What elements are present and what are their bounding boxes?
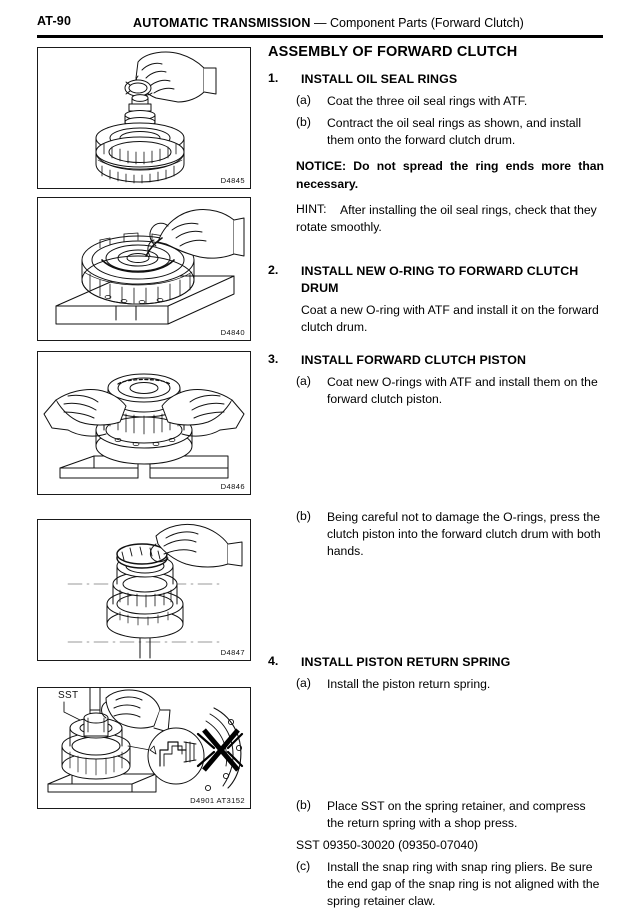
step-2-heading: INSTALL NEW O-RING TO FORWARD CLUTCH DRUM — [301, 263, 579, 295]
figure-piston-press-both-hands — [37, 351, 251, 495]
step-1-sub-b — [268, 115, 604, 149]
step-4-sub-a — [268, 676, 604, 693]
step-1-sub-a-text: Coat the three oil seal rings with ATF. — [327, 94, 528, 109]
step-4-sub-b — [268, 798, 604, 832]
header-center — [133, 14, 524, 32]
step-3-sub-a-label: (a) — [296, 374, 311, 389]
step-4-sub-c-text: Install the snap ring with snap ring pliers. Be sure the end gap of the snap ring is not aligned with the spring retainer claw. — [327, 859, 600, 909]
step-3-heading: INSTALL FORWARD CLUTCH PISTON — [301, 353, 527, 368]
step-4-number: 4. — [268, 653, 279, 668]
step-1-hint — [268, 202, 604, 237]
figure-code: D4840 — [220, 328, 245, 337]
step-1-sub-a — [268, 93, 604, 110]
step-3-sub-b-text: Being careful not to damage the O-rings, press the clutch piston into the forward clutch drum with both hands. — [327, 510, 601, 559]
step-4-sub-b-label: (b) — [296, 797, 311, 812]
step-1-notice: NOTICE: Do not spread the ring ends more than necessary. — [296, 159, 604, 191]
step-3 — [268, 352, 604, 369]
figure-piston-return-spring — [37, 519, 251, 661]
step-4 — [268, 654, 604, 671]
figure-oil-seal-ring-install — [37, 47, 251, 189]
step-3-sub-a-text: Coat new O-rings with ATF and install them on the forward clutch piston. — [327, 375, 598, 407]
step-2 — [268, 263, 604, 297]
step-3-number: 3. — [268, 352, 279, 367]
step-1-hint-label: HINT: — [296, 202, 327, 216]
step-4-sub-b-text: Place SST on the spring retainer, and compress the return spring with a shop press. — [327, 798, 586, 830]
header-subtitle: Component Parts (Forward Clutch) — [330, 16, 524, 30]
figure-code: D4846 — [220, 482, 245, 491]
page-number: AT-90 — [37, 14, 72, 28]
step-1-hint-text: After installing the oil seal rings, check that they rotate smoothly. — [296, 203, 597, 235]
step-4-heading: INSTALL PISTON RETURN SPRING — [301, 654, 511, 669]
step-4-sub-a-text: Install the piston return spring. — [327, 676, 491, 691]
step-3-sub-b — [268, 509, 604, 560]
page-title: ASSEMBLY OF FORWARD CLUTCH — [268, 44, 518, 60]
page-header — [37, 14, 603, 34]
step-3-sub-b-label: (b) — [296, 509, 311, 524]
step-2-body: Coat a new O-ring with ATF and install it on the forward clutch drum. — [301, 302, 599, 334]
step-2-number: 2. — [268, 262, 279, 277]
step-4-sub-c — [268, 859, 604, 910]
header-rule — [37, 35, 603, 38]
step-1-sub-a-label: (a) — [296, 93, 311, 108]
step-1-sub-b-text: Contract the oil seal rings as shown, and install them onto the forward clutch drum. — [327, 116, 582, 148]
header-dash: — — [310, 16, 330, 30]
figure-code: D4845 — [220, 176, 245, 185]
step-1 — [268, 71, 604, 88]
figure-code: D4847 — [220, 648, 245, 657]
step-4-sub-c-label: (c) — [296, 858, 311, 873]
sst-part-number: SST 09350-30020 (09350-07040) — [296, 837, 479, 852]
figure-sst-press-snap-ring — [37, 687, 251, 809]
step-1-number: 1. — [268, 71, 279, 85]
figure-o-ring-install-drum — [37, 197, 251, 341]
instruction-column — [268, 44, 604, 910]
step-1-heading: INSTALL OIL SEAL RINGS — [301, 72, 458, 86]
figure-code: D4901 AT3152 — [190, 796, 245, 805]
sst-callout-label: SST — [58, 690, 79, 701]
step-1-sub-b-label: (b) — [296, 115, 311, 130]
header-title: AUTOMATIC TRANSMISSION — [133, 16, 311, 30]
step-3-sub-a — [268, 374, 604, 408]
step-4-sub-a-label: (a) — [296, 675, 311, 690]
